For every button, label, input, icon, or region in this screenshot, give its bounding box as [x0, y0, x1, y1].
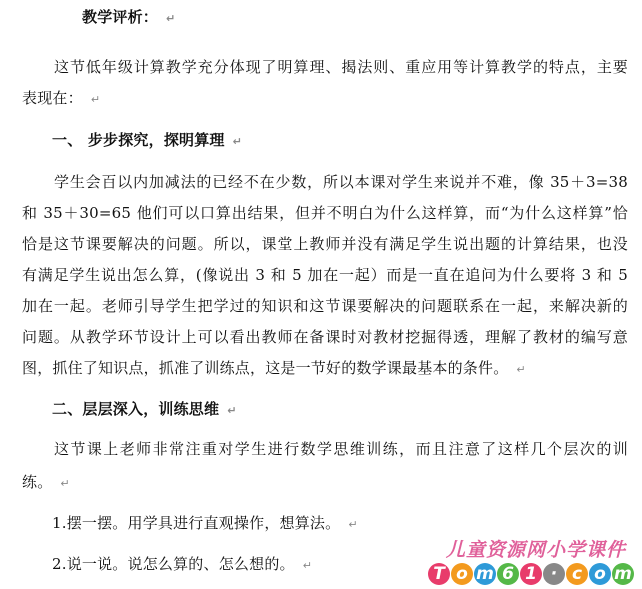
section-2-line-2: 练。 ↵: [22, 473, 70, 491]
watermark-title: 儿童资源网小学课件: [446, 539, 627, 561]
section-1-line-6: 问题。从教学环节设计上可以看出教师在备课时对教材挖掘得透，理解了教材的编写意: [22, 328, 628, 346]
section-1-line-1: 学生会百以内加减法的已经不在少数，所以本课对学生来说并不难，像 35＋3=38: [54, 173, 628, 191]
intro-line-1: 这节低年级计算教学充分体现了明算理、揭法则、重应用等计算教学的特点，主要: [54, 58, 628, 76]
watermark-char: c: [566, 563, 588, 585]
watermark-char: ·: [543, 563, 565, 585]
site-watermark: [428, 535, 638, 587]
section-1-line-5: 加在一起。老师引导学生把学过的知识和这节课要解决的问题联系在一起，来解决新的: [22, 297, 628, 315]
watermark-char: m: [612, 563, 634, 585]
watermark-char: o: [589, 563, 611, 585]
list-item-2: 2.说一说。说怎么算的、怎么想的。 ↵: [52, 555, 313, 573]
section-1-line-4: 有满足学生说出怎么算，(像说出 3 和 5 加在一起）而是一直在追问为什么要将 3 和 5: [22, 266, 628, 284]
list-item-1: 1.摆一摆。用学具进行直观操作，想算法。 ↵: [52, 514, 358, 532]
intro-line-2: 表现在： ↵: [22, 89, 101, 107]
watermark-char: T: [428, 563, 450, 585]
watermark-char: 6: [497, 563, 519, 585]
section-2-title: 二、层层深入，训练思维 ↵: [52, 400, 237, 418]
watermark-domain: [428, 561, 635, 587]
section-2-line-1: 这节课上老师非常注重对学生进行数学思维训练，而且注意了这样几个层次的训: [54, 440, 628, 458]
section-1-title: 一、 步步探究，探明算理 ↵: [52, 131, 243, 149]
section-1-line-2: 和 35＋30=65 他们可以口算出结果，但并不明白为什么这样算，而“为什么这样算”恰: [22, 204, 628, 222]
watermark-char: o: [451, 563, 473, 585]
analysis-heading: 教学评析： ↵: [82, 8, 176, 26]
watermark-char: m: [474, 563, 496, 585]
section-1-line-7: 图，抓住了知识点，抓准了训练点，这是一节好的数学课最基本的条件。 ↵: [22, 359, 526, 377]
section-1-line-3: 恰是这节课要解决的问题。所以，课堂上教师并没有满足学生说出题的计算结果，也没: [22, 235, 628, 253]
watermark-char: 1: [520, 563, 542, 585]
